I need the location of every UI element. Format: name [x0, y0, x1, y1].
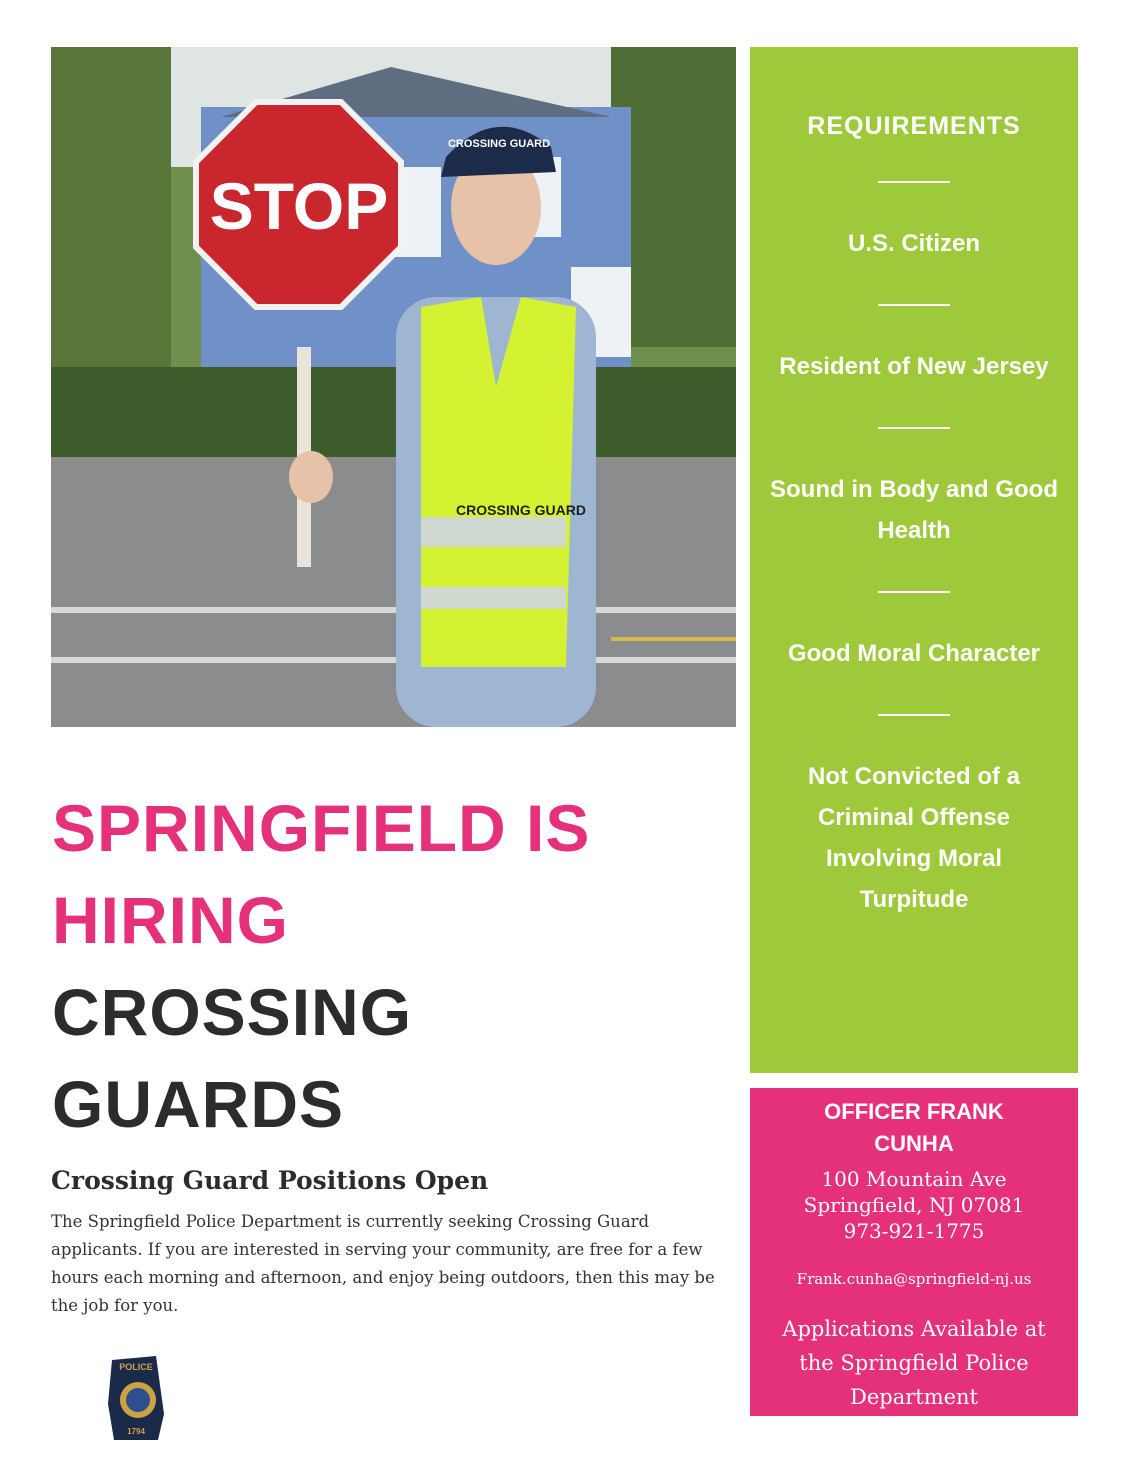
stop-sign-text: STOP: [209, 169, 389, 243]
requirements-title: REQUIREMENTS: [807, 112, 1021, 140]
headline-line4: GUARDS: [52, 1067, 345, 1141]
requirement-item: Not Convicted of a Criminal Offense Involving Moral Turpitude: [807, 763, 1020, 913]
address-line1: 100 Mountain Ave: [821, 1167, 1007, 1191]
photo-illustration: [51, 47, 736, 727]
subtitle: Crossing Guard Positions Open: [51, 1166, 489, 1195]
headline: [52, 782, 742, 1150]
contact-address: [750, 1166, 1078, 1244]
contact-name: OFFICER FRANK CUNHA: [824, 1099, 1004, 1156]
requirement-item: Good Moral Character: [787, 640, 1041, 667]
badge-top-text: POLICE: [119, 1362, 153, 1372]
requirement-item: Resident of New Jersey: [779, 353, 1049, 380]
divider: [878, 714, 950, 716]
crossing-guard-photo: [51, 47, 736, 727]
body-paragraph: The Springfield Police Department is currently seeking Crossing Guard applicants. If you are interested in serving your community, are free for a few hours each morning and afternoon, and enjoy being outdoors, then this may be the job for you.: [51, 1212, 715, 1315]
headline-line2: HIRING: [52, 883, 289, 957]
requirement-item: U.S. Citizen: [847, 230, 980, 257]
applications-note: Applications Available at the Springfield Police Department: [782, 1317, 1046, 1409]
headline-line1: SPRINGFIELD IS: [52, 791, 591, 865]
headline-line3: CROSSING: [52, 975, 413, 1049]
police-badge-icon: [106, 1354, 170, 1442]
vest-text: CROSSING GUARD: [456, 502, 586, 518]
divider: [878, 181, 950, 183]
divider: [878, 591, 950, 593]
requirements-panel: [750, 47, 1078, 1073]
contact-panel: [750, 1088, 1078, 1416]
badge-year: 1794: [127, 1427, 145, 1436]
phone-number: 973-921-1775: [843, 1219, 985, 1243]
divider: [878, 427, 950, 429]
requirement-item: Sound in Body and Good Health: [770, 476, 1058, 544]
divider: [878, 304, 950, 306]
email-link[interactable]: Frank.cunha@springfield-nj.us: [796, 1270, 1032, 1288]
address-line2: Springfield, NJ 07081: [803, 1193, 1025, 1217]
cap-text: CROSSING GUARD: [447, 138, 551, 150]
